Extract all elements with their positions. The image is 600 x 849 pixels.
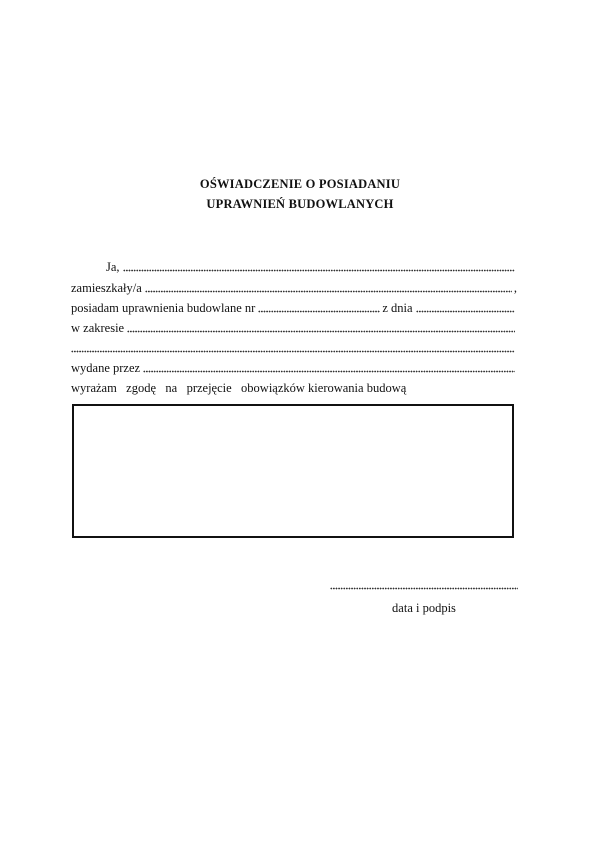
license-number-field[interactable] bbox=[258, 310, 380, 313]
scope-continuation-field[interactable] bbox=[71, 350, 515, 353]
address-line bbox=[71, 280, 517, 296]
issuer-field[interactable] bbox=[143, 370, 515, 373]
license-number-label: posiadam uprawnienia budowlane nr bbox=[71, 301, 256, 315]
scope-field[interactable] bbox=[127, 330, 515, 333]
signature-field[interactable] bbox=[330, 587, 518, 590]
address-comma: , bbox=[513, 281, 517, 295]
name-line bbox=[106, 259, 517, 275]
license-line bbox=[71, 300, 517, 316]
address-label: zamieszkały/a bbox=[71, 281, 142, 295]
issuer-label: wydane przez bbox=[71, 361, 141, 375]
name-field[interactable] bbox=[123, 269, 515, 272]
signature-caption: data i podpis bbox=[392, 601, 456, 615]
name-label: Ja, bbox=[106, 260, 120, 274]
stamp-box[interactable] bbox=[72, 404, 514, 538]
address-field[interactable] bbox=[145, 290, 512, 293]
issuer-line bbox=[71, 360, 517, 376]
scope-label: w zakresie bbox=[71, 321, 125, 335]
license-date-field[interactable] bbox=[416, 310, 515, 313]
scope-line bbox=[71, 320, 517, 336]
license-date-label: z dnia bbox=[382, 301, 413, 315]
consent-text: wyrażam zgodę na przejęcie obowiązków kierowania budową bbox=[71, 381, 407, 395]
consent-line bbox=[71, 380, 517, 396]
document-title-line-1: OŚWIADCZENIE O POSIADANIU bbox=[199, 177, 401, 191]
document-title-line-2: UPRAWNIEŃ BUDOWLANYCH bbox=[206, 197, 394, 211]
scope-continuation-line bbox=[71, 340, 517, 356]
